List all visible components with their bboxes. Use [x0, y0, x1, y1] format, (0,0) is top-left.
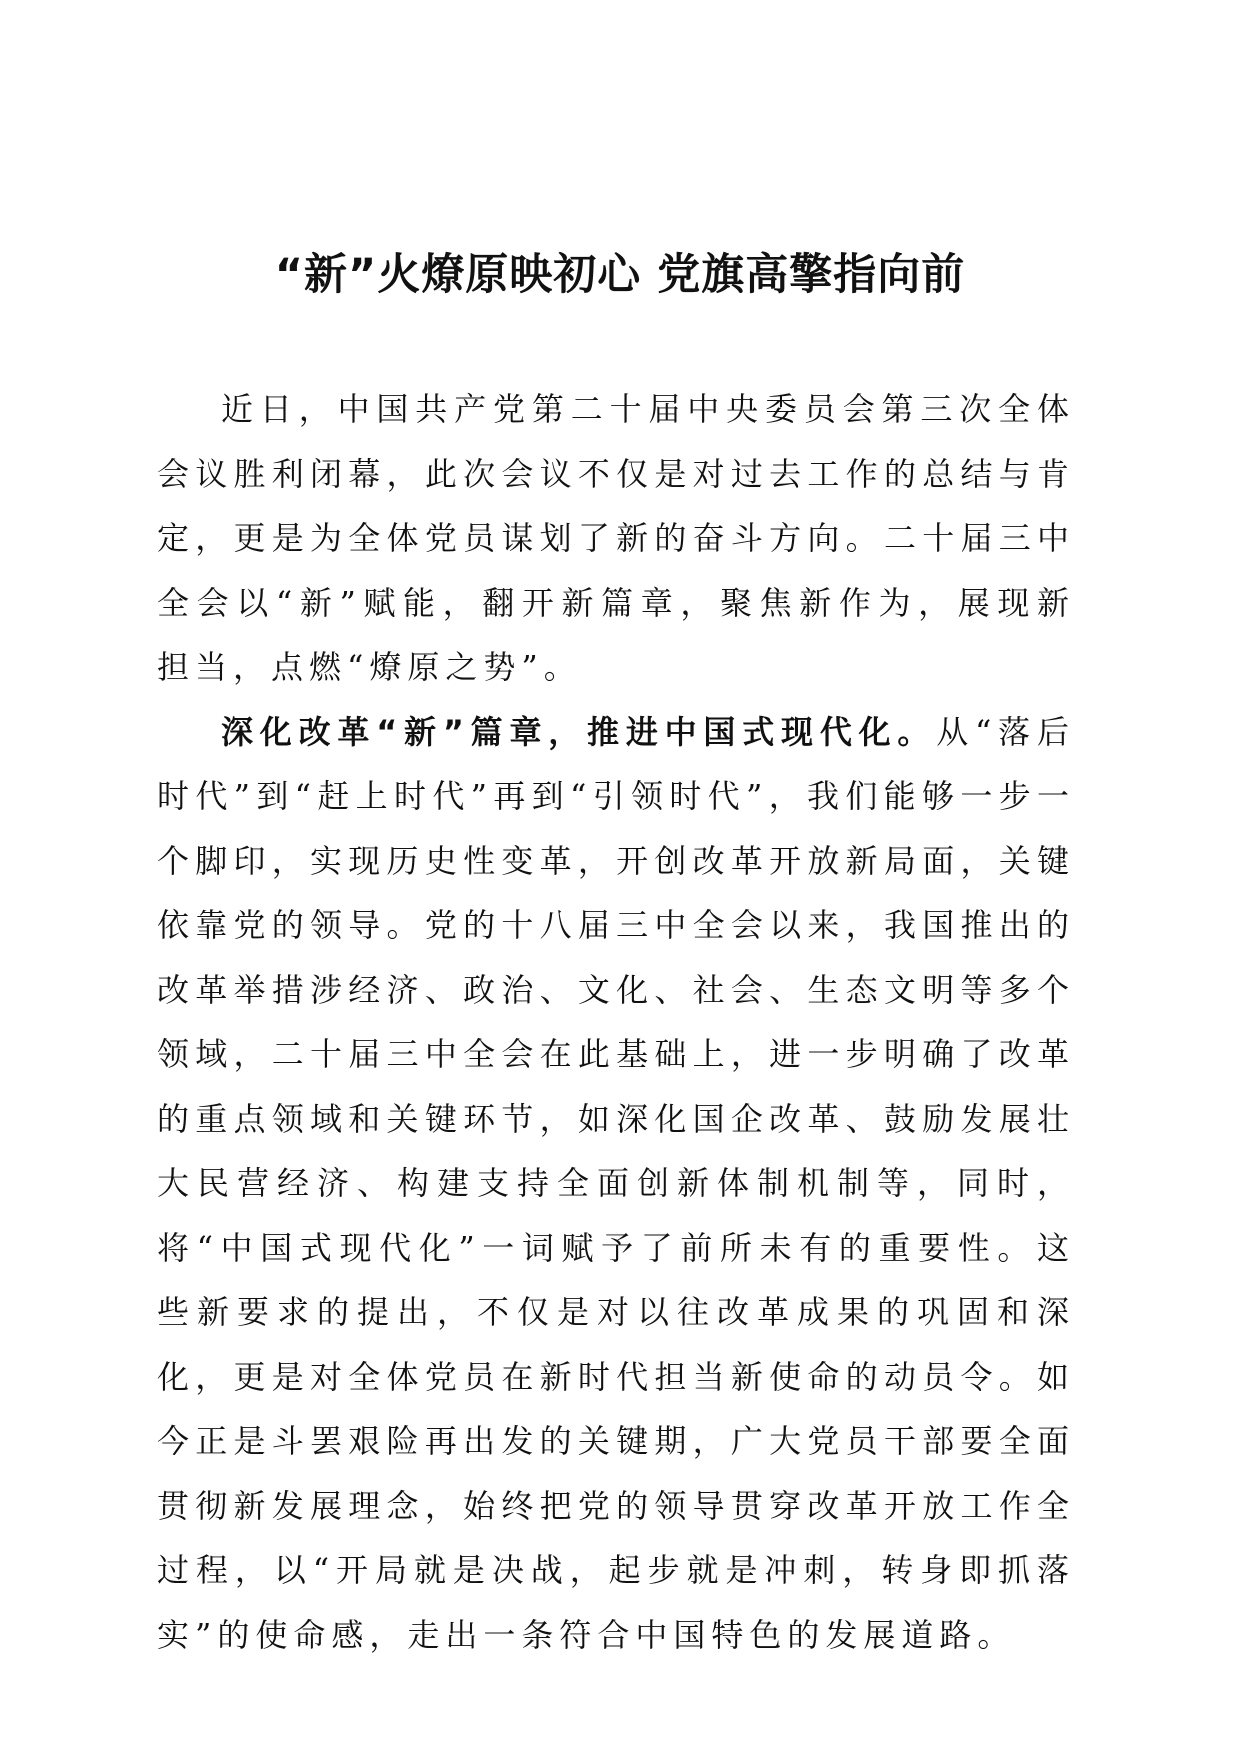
- document-body: [157, 377, 1075, 1667]
- paragraph-reform: [157, 700, 1075, 1668]
- paragraph-reform-lead: 深化改革“新”篇章，推进中国式现代化。: [221, 712, 937, 751]
- paragraph-intro: [157, 377, 1075, 700]
- paragraph-intro-text: 近日，中国共产党第二十届中央委员会第三次全体会议胜利闭幕，此次会议不仅是对过去工作的总结与肯定，更是为全体党员谋划了新的奋斗方向。二十届三中全会以“新”赋能，翻开新篇章，聚焦新作为，展现新担当，点燃“燎原之势”。: [157, 390, 1075, 686]
- paragraph-reform-text: 从“落后时代”到“赶上时代”再到“引领时代”，我们能够一步一个脚印，实现历史性变革，开创改革开放新局面，关键依靠党的领导。党的十八届三中全会以来，我国推出的改革举措涉经济、政治、文化、社会、生态文明等多个领域，二十届三中全会在此基础上，进一步明确了改革的重点领域和关键环节，如深化国企改革、鼓励发展壮大民营经济、构建支持全面创新体制机制等，同时，将“中国式现代化”一词赋予了前所未有的重要性。这些新要求的提出，不仅是对以往改革成果的巩固和深化，更是对全体党员在新时代担当新使命的动员令。如今正是斗罢艰险再出发的关键期，广大党员干部要全面贯彻新发展理念，始终把党的领导贯穿改革开放工作全过程，以“开局就是决战，起步就是冲刺，转身即抓落实”的使命感，走出一条符合中国特色的发展道路。: [157, 712, 1075, 1654]
- document-title: “新”火燎原映初心 党旗高擎指向前: [274, 250, 966, 300]
